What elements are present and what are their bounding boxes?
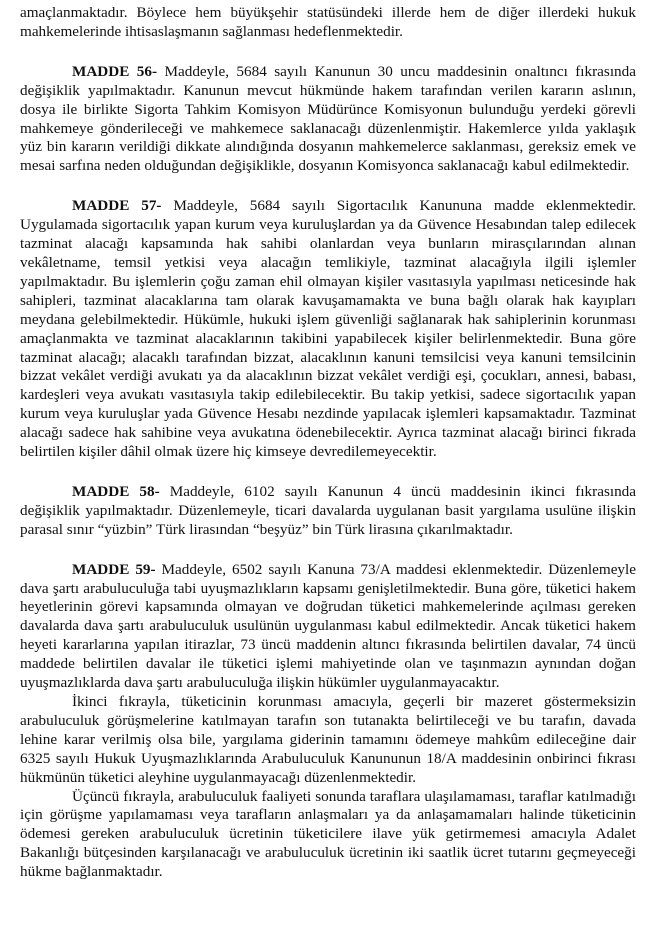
madde-59-paragraph xyxy=(20,561,636,693)
madde-59-third-text: Üçüncü fıkrayla, arabuluculuk faaliyeti sonunda taraflara ulaşılamaması, taraflar katılmadığı için görüşme yapılamaması veya tarafların anlaşmaları ya da anlaşamamaları halinde tüketicinin ödemesi gereken arabuluculuk ücretinin tüketicilere ilave yük getirmemesi amacıyla Adalet Bakanlığı bütçesinden karşılanacağı ve arabuluculuk ücretinin iki saatlik ücret tutarını geçmeyeceği hükme bağlanmaktadır. xyxy=(20,787,636,881)
madde-59-second-paragraph xyxy=(20,693,636,788)
madde-56-text: Maddeyle, 5684 sayılı Kanunun 30 uncu maddesinin onaltıncı fıkrasında değişiklik yapılmaktadır. Kanunun mevcut hükmünde hakem tarafından verilen kararın aslının, dosya ile birlikte Sigorta Tahkim Komisyon Müdürünce Komisyonun bulunduğu yerdeki görevli mahkemeye gönderileceği ve mahkemece saklanacağı düzenlenmiştir. Hakemlerce yılda yaklaşık yüz bin kararın verildiği dikkate alındığında dosyanın mahkemelerce saklanması, gereksiz emek ve mesai sarfına neden olduğundan değişiklikle, dosyanın Komisyonca saklanacağı kabul edilmektedir. xyxy=(20,62,636,175)
madde-57-text: Maddeyle, 5684 sayılı Sigortacılık Kanununa madde eklenmektedir. Uygulamada sigortacılık yapan kurum veya kuruluşlardan ya da Güvence Hesabından talep edilecek tazminat alacağı kapsamında hak sahibi olanlardan veya bunların mirasçılarından alınan vekâletname, temsil yetkisi veya alacağın temlikiyle, tazminat alacağıyla ilgili işlemler yapılmaktadır. Bu işlemlerin çoğu zaman ehil olmayan kişiler vasıtasıyla yapılması neticesinde hak sahipleri, tazminat alacaklarına tam olarak kavuşamamakta ve buna bağlı olarak hak kayıpları meydana gelebilmektedir. Hükümle, hukuki işlem güvenliği sağlanarak hak sahiplerinin korunması amaçlanmakta ve tazminat alacaklarının takibini yapabilecek kişiler belirlenmektedir. Buna göre tazminat alacağı; alacaklı tarafından bizzat, alacaklının kanuni temsilcisi veya kanuni temsilcinin bizzat vekâlet verdiği avukatı ya da alacaklının bizzat vekâlet verdiği eşi, çocukları, annesi, babası, kardeşleri veya avukatı vasıtasıyla takip edilebilecektir. Bu takip yetkisi, sadece sigortacılık yapan kurum veya kuruluşlar yada Güvence Hesabı nezdinde yapılacak işlemleri kapsamaktadır. Tazminat alacağı sadece hak sahibine veya avukatına ödenebilecektir. Ayrıca tazminat alacağı birinci fıkrada belirtilen kişiler dâhil olmak üzere hiç kimseye devredilemeyecektir. xyxy=(20,197,636,461)
madde-58-paragraph xyxy=(20,483,636,540)
madde-59-text: Maddeyle, 6502 sayılı Kanuna 73/A maddesi eklenmektedir. Düzenlemeyle dava şartı arabuluculuğa tabi uyuşmazlıkların kapsamı genişletilmektedir. Buna göre, tüketici hakem heyetlerinin görevi kapsamında olmayan ve doğrudan tüketici mahkemelerinde açılması gereken davalarda dava şartı arabuluculuk usulünün uygulanması kabul edilmektedir. Ancak tüketici hakem heyeti kararlarına yapılan itirazlar, 73 üncü maddenin altıncı fıkrasında belirtilen davalar, 74 üncü maddede belirtilen davalar ile tüketici işlemi mahiyetinde olan ve taşınmazın aynından doğan uyuşmazlıklarda dava şartı arabuluculuğa ilişkin hükümler uygulanmayacaktır. xyxy=(20,560,636,692)
madde-56-label: MADDE 56- xyxy=(72,62,158,80)
madde-58-text: Maddeyle, 6102 sayılı Kanunun 4 üncü maddesinin ikinci fıkrasında değişiklik yapılmaktadır. Düzenlemeyle, ticari davalarda uygulanan basit yargılama usulüne ilişkin parasal sınır “yüzbin” Türk lirasından “beşyüz” bin Türk lirasına çıkarılmaktadır. xyxy=(20,482,636,538)
madde-59-second-text: İkinci fıkrayla, tüketicinin korunması amacıyla, geçerli bir mazeret göstermeksizin arabuluculuk görüşmelerine katılmayan tarafın son tutanakta belirtileceği ve bu tarafın, davada lehine karar verilmiş olsa bile, yargılama giderinin tamamını ödemeye mahkûm edileceğine dair 6325 sayılı Hukuk Uyuşmazlıklarında Arabuluculuk Kanununun 18/A maddesinin onbirinci fıkrası hükmünün tüketici aleyhine uygulanmayacağı düzenlenmektedir. xyxy=(20,693,636,786)
madde-57-label: MADDE 57- xyxy=(72,197,162,215)
document-page xyxy=(20,4,636,882)
madde-57-paragraph xyxy=(20,197,636,462)
madde-56-paragraph xyxy=(20,63,636,176)
madde-59-third-paragraph xyxy=(20,788,636,883)
madde-59-label: MADDE 59- xyxy=(72,560,156,578)
madde-58-label: MADDE 58- xyxy=(72,482,160,500)
intro-text: amaçlanmaktadır. Böylece hem büyükşehir statüsündeki illerde hem de diğer illerdeki hukuk mahkemelerinde ihtisaslaşmanın sağlanması hedeflenmektedir. xyxy=(20,4,636,40)
intro-paragraph xyxy=(20,4,636,42)
